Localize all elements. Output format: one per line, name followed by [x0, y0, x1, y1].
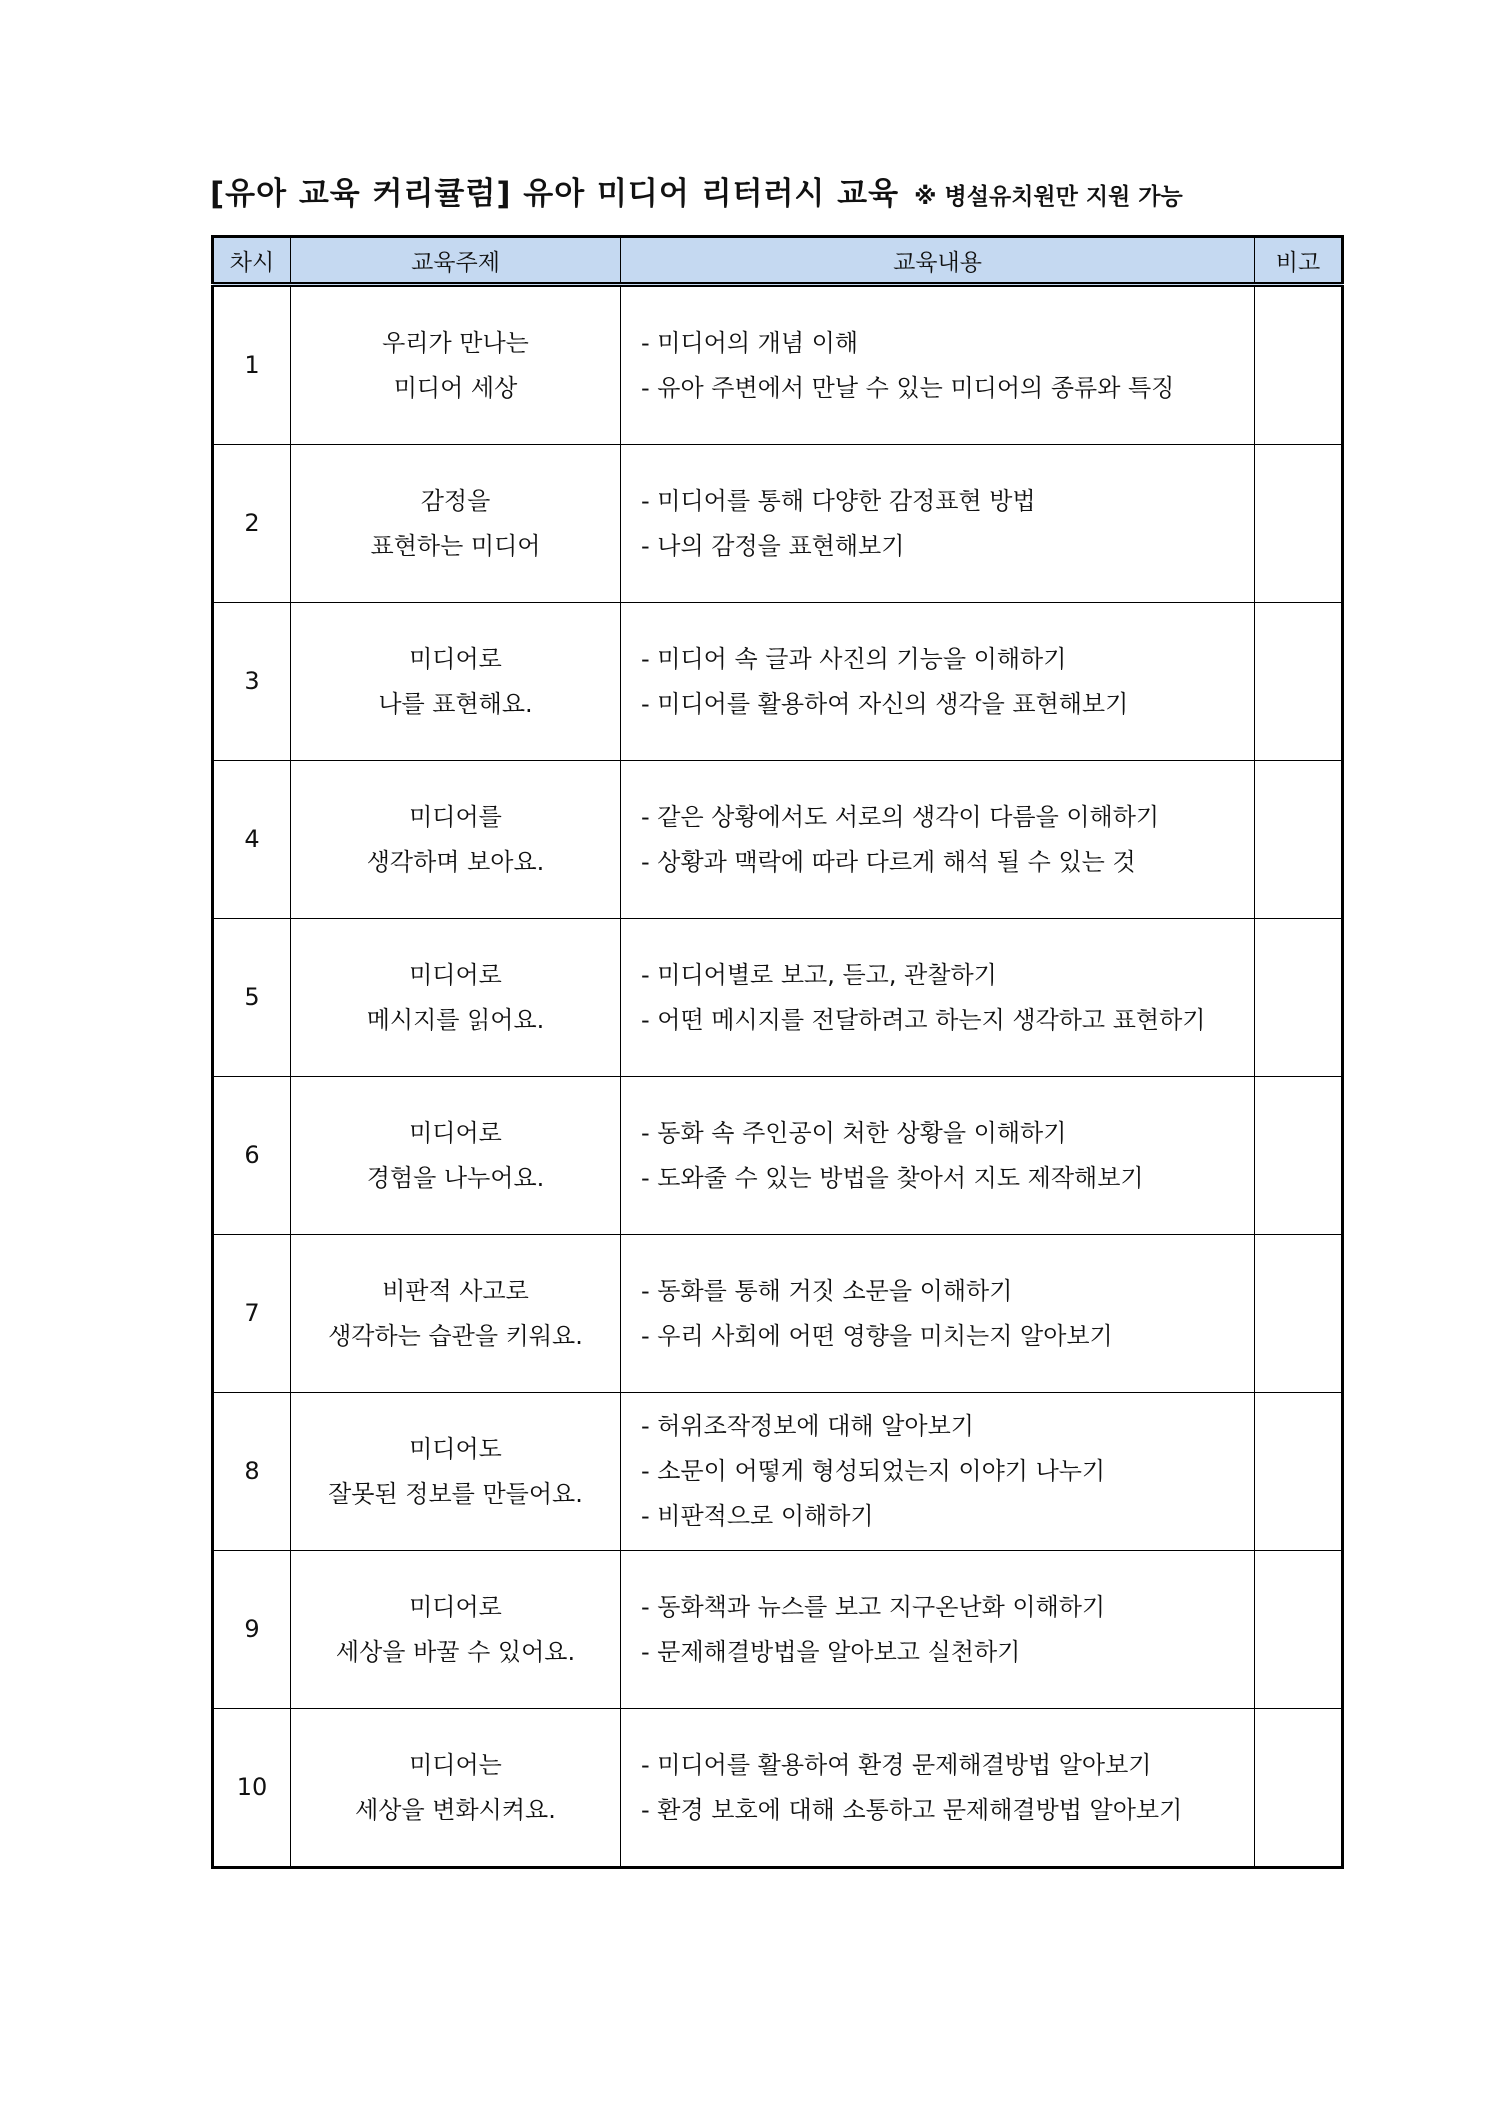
topic-line: 세상을 바꿀 수 있어요.	[335, 1637, 576, 1666]
table-row	[213, 285, 1343, 445]
content-line: - 동화 속 주인공이 처한 상황을 이해하기	[641, 1118, 1067, 1147]
content-line: - 미디어의 개념 이해	[641, 328, 859, 357]
session-topic	[291, 919, 621, 1077]
session-remarks	[1255, 1709, 1343, 1868]
session-content	[621, 1551, 1255, 1709]
header-session: 차시	[213, 237, 291, 285]
topic-line: 미디어로	[409, 1592, 502, 1621]
topic-line: 미디어로	[409, 960, 502, 989]
session-remarks	[1255, 1077, 1343, 1235]
content-line: - 어떤 메시지를 전달하려고 하는지 생각하고 표현하기	[641, 1005, 1206, 1034]
session-number: 7	[213, 1235, 291, 1393]
topic-line: 감정을	[420, 486, 491, 515]
table-header	[213, 237, 1343, 285]
content-line: - 미디어 속 글과 사진의 기능을 이해하기	[641, 644, 1067, 673]
table-row	[213, 445, 1343, 603]
session-remarks	[1255, 1235, 1343, 1393]
table-body	[213, 285, 1343, 1868]
session-content	[621, 1709, 1255, 1868]
session-content	[621, 445, 1255, 603]
topic-line: 미디어로	[409, 1118, 502, 1147]
curriculum-table	[211, 235, 1344, 1869]
session-remarks	[1255, 761, 1343, 919]
session-content	[621, 919, 1255, 1077]
session-number: 8	[213, 1393, 291, 1551]
session-topic	[291, 1551, 621, 1709]
topic-line: 생각하는 습관을 키워요.	[328, 1321, 583, 1350]
topic-line: 미디어로	[409, 644, 502, 673]
topic-line: 비판적 사고로	[382, 1276, 529, 1305]
session-remarks	[1255, 603, 1343, 761]
content-line: - 동화를 통해 거짓 소문을 이해하기	[641, 1276, 1013, 1305]
topic-line: 표현하는 미디어	[370, 531, 541, 560]
topic-line: 경험을 나누어요.	[366, 1163, 545, 1192]
session-number: 9	[213, 1551, 291, 1709]
session-content	[621, 285, 1255, 445]
topic-line: 세상을 변화시켜요.	[355, 1795, 556, 1824]
content-line: - 동화책과 뉴스를 보고 지구온난화 이해하기	[641, 1592, 1106, 1621]
table-row	[213, 1709, 1343, 1868]
document-title: [유아 교육 커리큘럼] 유아 미디어 리터러시 교육	[210, 176, 900, 212]
topic-line: 미디어를	[409, 802, 502, 831]
session-topic	[291, 1235, 621, 1393]
session-topic	[291, 1077, 621, 1235]
session-topic	[291, 445, 621, 603]
session-topic	[291, 1709, 621, 1868]
table-row	[213, 1235, 1343, 1393]
session-remarks	[1255, 1551, 1343, 1709]
content-line: - 미디어를 활용하여 환경 문제해결방법 알아보기	[641, 1750, 1152, 1779]
content-line: - 환경 보호에 대해 소통하고 문제해결방법 알아보기	[641, 1795, 1183, 1824]
content-line: - 비판적으로 이해하기	[641, 1502, 874, 1530]
content-line: - 상황과 맥락에 따라 다르게 해석 될 수 있는 것	[641, 847, 1136, 876]
topic-line: 미디어도	[409, 1434, 502, 1463]
table-row	[213, 1551, 1343, 1709]
content-line: - 미디어별로 보고, 듣고, 관찰하기	[641, 960, 997, 989]
session-number: 3	[213, 603, 291, 761]
session-content	[621, 1393, 1255, 1551]
session-content	[621, 603, 1255, 761]
session-remarks	[1255, 445, 1343, 603]
table-row	[213, 761, 1343, 919]
topic-line: 미디어 세상	[393, 373, 518, 402]
session-number: 6	[213, 1077, 291, 1235]
content-line: - 나의 감정을 표현해보기	[641, 531, 905, 560]
topic-line: 나를 표현해요.	[378, 689, 533, 718]
content-line: - 소문이 어떻게 형성되었는지 이야기 나누기	[641, 1457, 1106, 1485]
header-topic: 교육주제	[291, 237, 621, 285]
session-number: 2	[213, 445, 291, 603]
content-line: - 허위조작정보에 대해 알아보기	[641, 1412, 974, 1440]
session-topic	[291, 285, 621, 445]
table-row	[213, 1077, 1343, 1235]
session-content	[621, 761, 1255, 919]
content-line: - 미디어를 활용하여 자신의 생각을 표현해보기	[641, 689, 1129, 718]
content-line: - 유아 주변에서 만날 수 있는 미디어의 종류와 특징	[641, 373, 1175, 402]
session-topic	[291, 603, 621, 761]
header-content: 교육내용	[621, 237, 1255, 285]
table-row	[213, 603, 1343, 761]
table-row	[213, 919, 1343, 1077]
session-remarks	[1255, 285, 1343, 445]
topic-line: 우리가 만나는	[382, 328, 529, 357]
session-content	[621, 1077, 1255, 1235]
content-line: - 미디어를 통해 다양한 감정표현 방법	[641, 486, 1036, 515]
session-remarks	[1255, 1393, 1343, 1551]
session-remarks	[1255, 919, 1343, 1077]
table-row	[213, 1393, 1343, 1551]
document-title-row	[210, 168, 1350, 218]
content-line: - 문제해결방법을 알아보고 실천하기	[641, 1637, 1021, 1666]
session-content	[621, 1235, 1255, 1393]
session-topic	[291, 761, 621, 919]
session-number: 1	[213, 285, 291, 445]
topic-line: 메시지를 읽어요.	[366, 1005, 545, 1034]
session-number: 10	[213, 1709, 291, 1868]
topic-line: 잘못된 정보를 만들어요.	[328, 1479, 583, 1508]
session-number: 4	[213, 761, 291, 919]
session-number: 5	[213, 919, 291, 1077]
topic-line: 생각하며 보아요.	[366, 847, 545, 876]
header-row	[213, 237, 1343, 285]
session-topic	[291, 1393, 621, 1551]
topic-line: 미디어는	[409, 1750, 502, 1779]
content-line: - 도와줄 수 있는 방법을 찾아서 지도 제작해보기	[641, 1163, 1144, 1192]
content-line: - 같은 상황에서도 서로의 생각이 다름을 이해하기	[641, 802, 1160, 831]
content-line: - 우리 사회에 어떤 영향을 미치는지 알아보기	[641, 1321, 1113, 1350]
eligibility-note: ※ 병설유치원만 지원 가능	[914, 184, 1183, 210]
header-remarks: 비고	[1255, 237, 1343, 285]
